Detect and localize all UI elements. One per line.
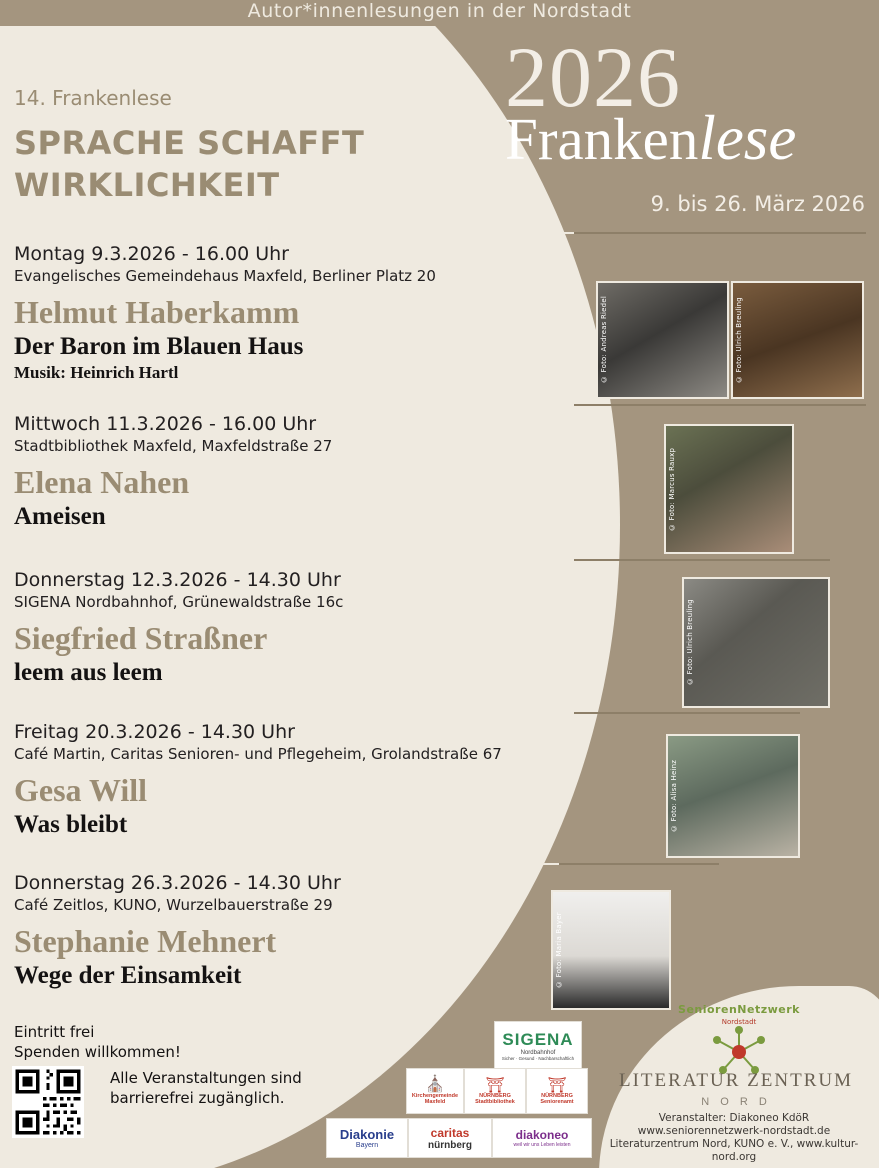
entry-note: [14, 1022, 181, 1062]
logo-caritas-nuernberg: [408, 1118, 492, 1158]
brand-second: lese: [698, 103, 797, 173]
author-photo: [731, 281, 864, 399]
photo-image: [684, 579, 828, 706]
logo-caritas-line-2: nürnberg: [428, 1139, 472, 1151]
logo-sigena-title: SIGENA: [502, 1029, 574, 1049]
divider-2-right: [574, 404, 866, 406]
logo-stadtbibliothek: [464, 1068, 526, 1114]
qr-code-image: [12, 1066, 84, 1138]
event-title: leem aus leem: [14, 659, 163, 686]
event-where: Café Zeitlos, KUNO, Wurzelbauerstraße 29: [14, 896, 333, 914]
logo-diakoneo-line-2: weil wir uns Leben leisten: [513, 1142, 571, 1148]
organizer-line: Veranstalter: Diakoneo KdöR: [658, 1112, 810, 1124]
divider-3: [14, 559, 574, 561]
divider-4: [14, 712, 574, 714]
church-icon: ⛪: [425, 1076, 445, 1093]
divider-3-right: [574, 559, 830, 561]
event-when: Donnerstag 12.3.2026 - 14.30 Uhr: [14, 569, 341, 591]
divider-2: [14, 404, 574, 406]
qr-code[interactable]: [12, 1066, 84, 1138]
event-where: Evangelisches Gemeindehaus Maxfeld, Berliner Platz 20: [14, 267, 436, 285]
brand-first: Franken: [505, 106, 699, 172]
logo-seniorenamt-line-2: Seniorenamt: [540, 1098, 574, 1105]
divider-1: [14, 232, 574, 234]
date-range: 9. bis 26. März 2026: [650, 192, 865, 216]
photo-credit: © Foto: Alisa Heinz: [670, 759, 678, 833]
divider-5: [14, 863, 559, 865]
seniorennetzwerk-subtitle: Nordstadt: [721, 1018, 757, 1026]
event-where: Stadtbibliothek Maxfeld, Maxfeldstraße 27: [14, 437, 333, 455]
event-where: SIGENA Nordbahnhof, Grünewaldstraße 16c: [14, 593, 344, 611]
event-item: [14, 568, 574, 688]
logo-caritas-line-1: caritas: [430, 1125, 470, 1140]
event-when: Montag 9.3.2026 - 16.00 Uhr: [14, 243, 289, 265]
website-line-2: Literaturzentrum Nord, KUNO e. V., www.kultur-nord.org: [609, 1138, 859, 1163]
event-author: Helmut Haberkamm: [14, 294, 300, 330]
author-photo: [666, 734, 800, 858]
logo-sigena-sub: Nordbahnhof: [520, 1049, 556, 1056]
event-item: [14, 720, 574, 840]
literaturzentrum-subtitle: N O R D: [701, 1096, 771, 1108]
seniorennetzwerk-title: SeniorenNetzwerk: [678, 1003, 800, 1016]
photo-image: [666, 426, 792, 552]
logo-diakonie-line-1: Diakonie: [339, 1127, 395, 1142]
photo-image: [598, 283, 727, 397]
year-heading: 2026: [505, 29, 681, 125]
logo-kirchengemeinde-line-2: Maxfeld: [424, 1099, 446, 1105]
event-title: Ameisen: [14, 503, 106, 530]
accessibility-line-2: barrierefrei zugänglich.: [110, 1089, 285, 1107]
castle-icon: ⛩: [547, 1076, 567, 1094]
logo-stadtbibliothek-line-2: Stadtbibliothek: [475, 1098, 515, 1105]
divider-5-right: [559, 863, 719, 865]
logo-sigena: [494, 1021, 582, 1069]
event-music: Musik: Heinrich Hartl: [14, 363, 179, 382]
logo-kirchengemeinde-maxfeld: [406, 1068, 464, 1114]
top-banner-text: Autor*innenlesungen in der Nordstadt: [247, 0, 632, 22]
event-where: Café Martin, Caritas Senioren- und Pflegeheim, Grolandstraße 67: [14, 745, 502, 763]
logo-diakonie-line-2: Bayern: [355, 1142, 379, 1149]
literaturzentrum-title: LITERATUR ZENTRUM: [618, 1070, 853, 1091]
author-photo: [682, 577, 830, 708]
event-title: Was bleibt: [14, 811, 128, 838]
logo-seniorenamt: [526, 1068, 588, 1114]
logo-sigena-tagline: Sicher · Gesund · Nachbarschaftlich: [501, 1055, 575, 1061]
event-item: [14, 871, 559, 991]
event-title: Wege der Einsamkeit: [14, 962, 242, 989]
entry-note-line-1: Eintritt frei: [14, 1023, 95, 1041]
slogan-line-1: SPRACHE SCHAFFT: [14, 124, 365, 162]
accessibility-line-1: Alle Veranstaltungen sind: [110, 1069, 302, 1087]
event-item: [14, 242, 574, 384]
event-title: Der Baron im Blauen Haus: [14, 333, 304, 360]
slogan-line-2: WIRKLICHKEIT: [14, 166, 280, 204]
divider-4-right: [574, 712, 800, 714]
author-photo: [551, 890, 671, 1010]
author-photo: [596, 281, 729, 399]
photo-credit: © Foto: Ulrich Breuling: [735, 297, 743, 383]
event-author: Gesa Will: [14, 772, 148, 808]
website-line-1: www.seniorennetzwerk-nordstadt.de: [637, 1125, 831, 1137]
photo-image: [668, 736, 798, 856]
edition-label: 14. Frankenlese: [14, 86, 172, 110]
event-author: Elena Nahen: [14, 464, 190, 500]
poster-slogan: [14, 122, 474, 206]
photo-image: [553, 892, 669, 1008]
entry-note-line-2: Spenden willkommen!: [14, 1043, 181, 1061]
divider-1-right: [574, 232, 866, 234]
logo-diakoneo: [492, 1118, 592, 1158]
logo-diakonie-bayern: [326, 1118, 408, 1158]
photo-credit: © Foto: Marcus Rauxp: [668, 447, 676, 531]
divider-6: [14, 1010, 434, 1012]
logo-seniorenamt-line-1: NÜRNBERG: [541, 1092, 573, 1099]
photo-image: [733, 283, 862, 397]
event-author: Stephanie Mehnert: [14, 923, 277, 959]
logo-stadtbibliothek-line-1: NÜRNBERG: [479, 1092, 511, 1099]
author-photo: [664, 424, 794, 554]
brand-title: [505, 103, 797, 173]
network-logo-icon: [707, 1026, 771, 1076]
event-item: [14, 412, 574, 532]
event-when: Freitag 20.3.2026 - 14.30 Uhr: [14, 721, 295, 743]
event-when: Donnerstag 26.3.2026 - 14.30 Uhr: [14, 872, 341, 894]
photo-credit: © Foto: Ulrich Breuling: [686, 599, 694, 686]
event-author: Siegfried Straßner: [14, 620, 268, 656]
photo-credit: © Foto: Andreas Riedel: [600, 296, 608, 384]
organizer-info: [599, 1112, 869, 1164]
accessibility-note: [110, 1068, 302, 1108]
photo-credit: © Foto: Maria Bayer: [555, 912, 563, 988]
event-when: Mittwoch 11.3.2026 - 16.00 Uhr: [14, 413, 317, 435]
logo-diakoneo-line-1: diakoneo: [515, 1128, 569, 1142]
castle-icon: ⛩: [485, 1076, 505, 1094]
logo-kirchengemeinde-line-1: Kirchengemeinde: [411, 1093, 459, 1099]
